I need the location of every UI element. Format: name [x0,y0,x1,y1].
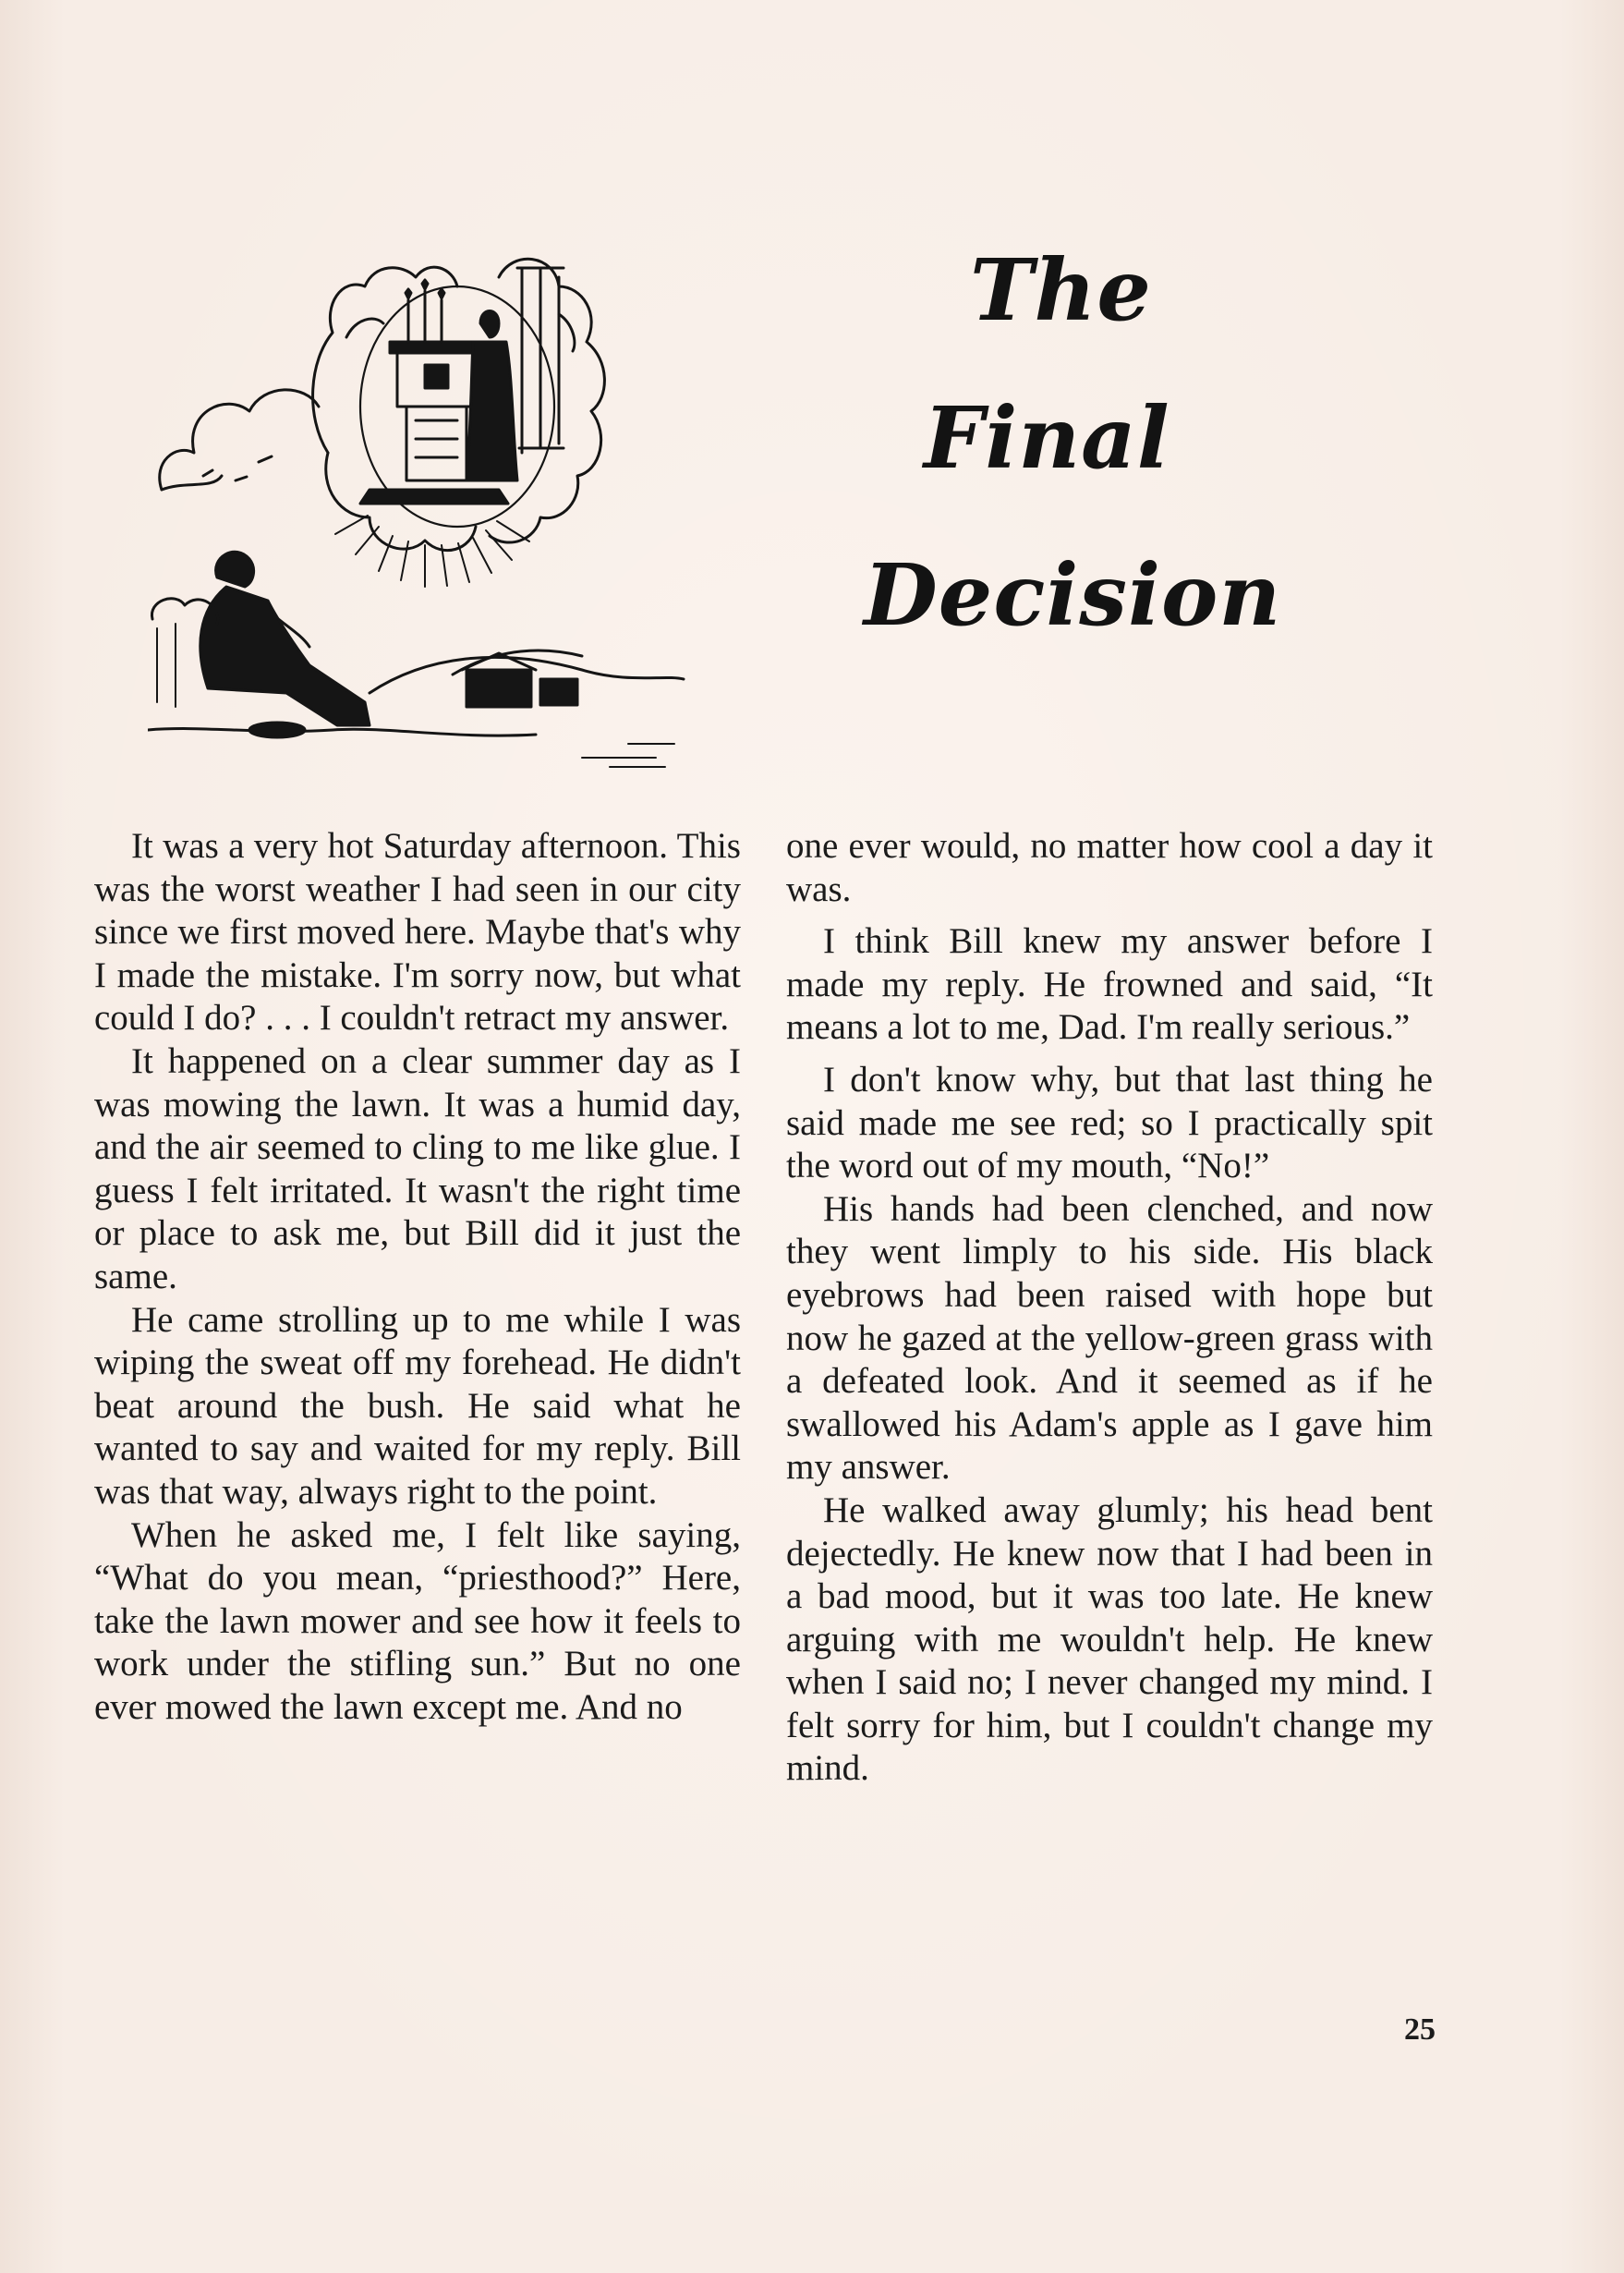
title-line-1: The [970,240,1152,340]
paragraph: His hands had been clenched, and now they went limply to his side. His black eyebrows had been raised with hope but now he gazed at the yellow-green grass with a defeated look. And it seemed as if he swallowed his Adam's apple as I gave him my answer. [786,1188,1433,1488]
right-text-column [786,825,1433,1791]
paragraph: When he asked me, I felt like saying, “What do you mean, “priesthood?” Here, take the lawn mower and see how it feels to work under the stifling sun.” But no one ever mowed the lawn except me. And no [94,1514,741,1727]
title-line-3: Decision [864,545,1282,645]
paragraph: one ever would, no matter how cool a day it was. [786,826,1433,909]
left-text-column [94,825,741,1729]
title-line-2: Final [924,388,1170,488]
article-title [836,231,1353,693]
paragraph: He came strolling up to me while I was wiping the sweat off my forehead. He didn't beat around the bush. He said what he wanted to say and waited for my reply. Bill was that way, always right to the point. [94,1299,741,1512]
page-number: 25 [1404,2012,1436,2047]
paragraph: It was a very hot Saturday afternoon. This was the worst weather I had seen in our city since we first moved here. Maybe that's why I made the mistake. I'm sorry now, but what could I do? . . . I couldn't retract my answer. [94,826,741,1039]
paragraph: He walked away glumly; his head bent dejectedly. He knew now that I had been in a bad mood, but it was too late. He knew arguing with me wouldn't help. He knew when I said no; I never changed my mind. I felt sorry for him, but I couldn't change my mind. [786,1489,1433,1789]
boy-dreaming-of-priesthood-illustration [148,213,693,785]
paragraph: It happened on a clear summer day as I was mowing the lawn. It was a humid day, and the air seemed to cling to me like glue. I guess I felt irritated. It wasn't the right time or place to ask me, but Bill did it just the same. [94,1040,741,1296]
paragraph: I don't know why, but that last thing he said made me see red; so I practically spit the word out of my mouth, “No!” [786,1059,1433,1186]
paragraph: I think Bill knew my answer before I made my reply. He frowned and said, “It means a lot to me, Dad. I'm really serious.” [786,921,1433,1048]
